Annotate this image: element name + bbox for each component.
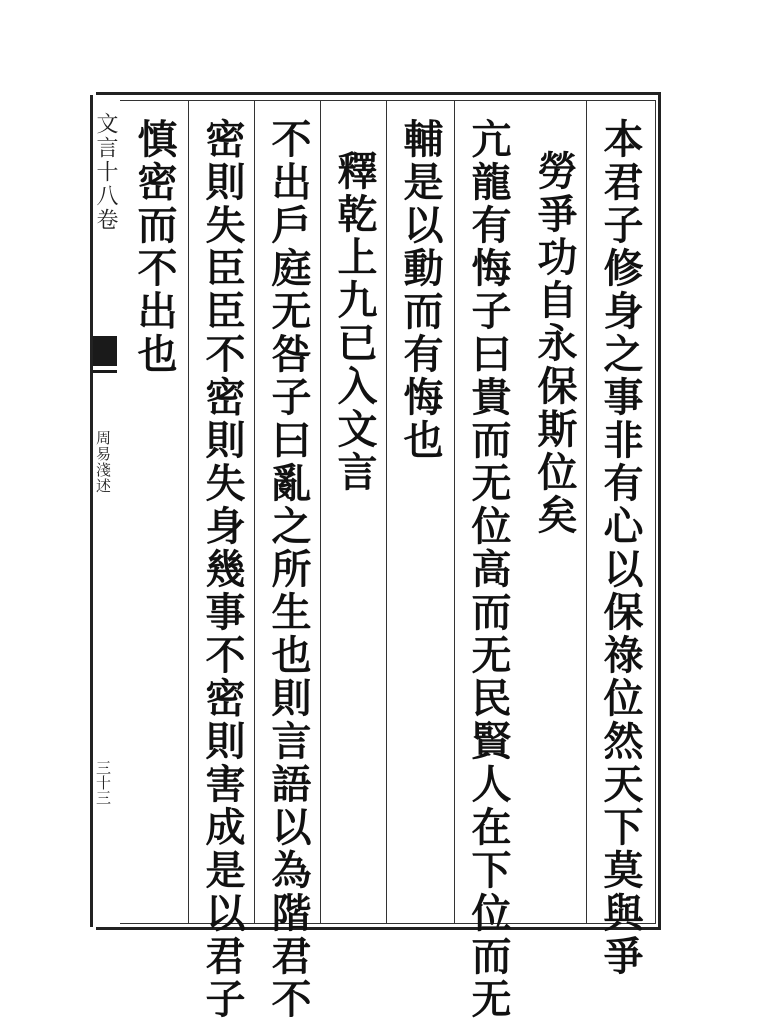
column-rule <box>188 100 189 924</box>
margin-header-text: 文言十八卷 <box>93 112 118 232</box>
column-rule <box>320 100 321 924</box>
text-column-3: 亢龍有悔子曰貴而无位高而无民賢人在下位而无 <box>465 118 512 1021</box>
text-column-5: 釋乾上九已入文言 <box>331 150 378 494</box>
margin-book-title: 周易淺述 <box>94 430 112 494</box>
text-column-4: 輔是以動而有悔也 <box>397 118 444 462</box>
column-rule <box>254 100 255 924</box>
text-column-6: 不出戶庭无咎子曰亂之所生也則言語以為階君不 <box>265 118 312 1021</box>
margin-page-number: 三十三 <box>94 760 112 805</box>
text-column-2: 勞爭功自永保斯位矣 <box>531 150 578 537</box>
text-column-1: 本君子修身之事非有心以保祿位然天下莫與爭 <box>597 118 644 978</box>
column-rule <box>586 100 587 924</box>
text-column-8: 慎密而不出也 <box>131 118 178 376</box>
text-column-7: 密則失臣臣不密則失身幾事不密則害成是以君子 <box>199 118 246 1021</box>
column-rule <box>386 100 387 924</box>
column-rule <box>454 100 455 924</box>
